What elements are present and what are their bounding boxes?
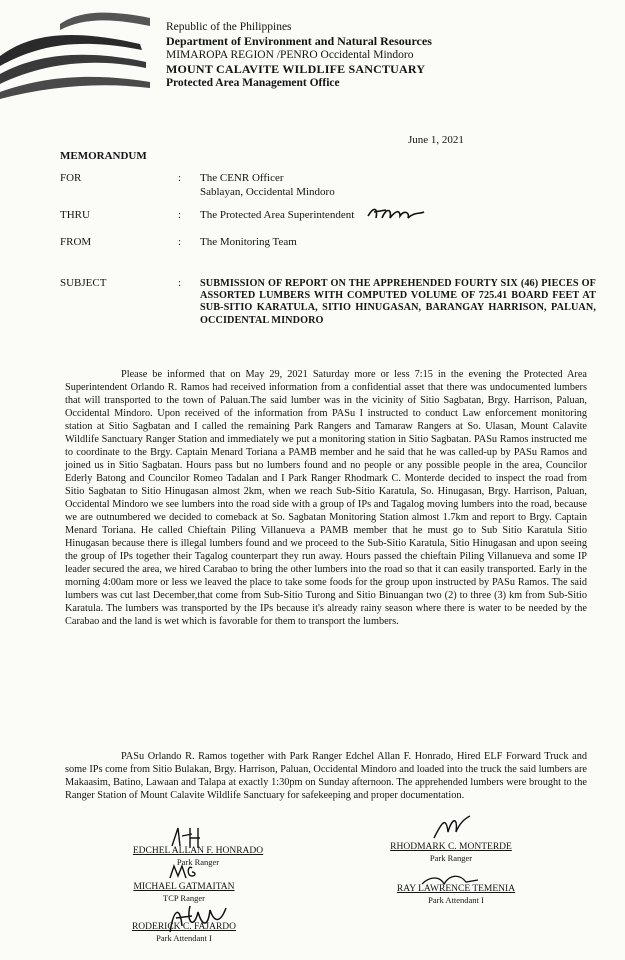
letterhead-republic: Republic of the Philippines: [166, 21, 292, 33]
from-colon: :: [178, 236, 182, 248]
body-paragraph-2: [65, 750, 587, 802]
for-colon: :: [178, 172, 182, 184]
from-label: FROM: [60, 236, 92, 248]
thru-value: The Protected Area Superintendent: [200, 209, 355, 221]
body-paragraph-1: [65, 368, 587, 628]
signatory-fajardo: [104, 922, 264, 944]
subject-value: SUBMISSION OF REPORT ON THE APPREHENDED FOURTY SIX (46) PIECES OF ASSORTED LUMBERS WITH COMPUTED VOLUME OF 725.41 BOARD FEET AT SUB-SITIO KARATULA, SITIO HINUGASAN, BARANGAY HARRISON, PALUAN, OCCIDENTAL MINDORO: [200, 278, 596, 326]
denr-logo-graphic: [0, 4, 150, 99]
monterde-signature: [432, 812, 472, 842]
for-value-line1: The CENR Officer: [200, 172, 284, 184]
signatory-gatmaitan-title: TCP Ranger: [163, 893, 205, 903]
signatory-fajardo-title: Park Attendant I: [156, 933, 212, 943]
letterhead: [166, 20, 432, 90]
signatory-fajardo-name: RODERICK C. FAJARDO: [131, 922, 237, 932]
letterhead-office: Protected Area Management Office: [166, 77, 340, 89]
subject-label: SUBJECT: [60, 277, 107, 289]
signatory-temenia: [376, 884, 536, 906]
letterhead-region: MIMAROPA REGION /PENRO Occidental Mindoro: [166, 49, 414, 61]
signatory-gatmaitan-name: MICHAEL GATMAITAN: [133, 882, 235, 892]
letterhead-department: Department of Environment and Natural Resources: [166, 34, 432, 48]
signatory-temenia-name: RAY LAWRENCE TEMENIA: [396, 884, 516, 894]
superintendent-initial-signature: [366, 204, 426, 224]
signatory-honrado: [118, 846, 278, 868]
letterhead-sanctuary: MOUNT CALAVITE WILDLIFE SANCTUARY: [166, 62, 426, 76]
signatory-gatmaitan: [104, 882, 264, 904]
for-value-line2: Sablayan, Occidental Mindoro: [200, 186, 335, 198]
signatory-temenia-title: Park Attendant I: [428, 895, 484, 905]
from-value: The Monitoring Team: [200, 236, 297, 248]
thru-label: THRU: [60, 209, 90, 221]
memo-date: June 1, 2021: [408, 134, 464, 146]
body-paragraph-1-text: Please be informed that on May 29, 2021 Saturday more or less 7:15 in the evening the Protected Area Superintendent Orlando R. Ramos had received information from a confidential asset that there was undocumented lumbers that will transported to the town of Paluan.The said lumber was in the vicinity of Sitio Sagbatan, Brgy. Harrison, Paluan, Occidental Mindoro. Upon received of the information from PASu I instructed to conduct Law enforcement monitoring station at Sitio Sagbatan and I called the remaining Park Rangers and Tamaraw Rangers at So. Ulasan, Mount Calavite Wildlife Sanctuary Ranger Station and immediately we put a monitoring station in Sitio Sagbatan. PASu Ramos instructed me to coordinate to the Brgy. Captain Menard Toriana a PAMB member and he said that he was called-up by PASu Ramos and joined us in Sitio Sagbatan. Hours pass but no lumbers found and no people or any possible people in the area, Councilor Ederly Batong and Councilor Romeo Tadalan and I Park Ranger Rhodmark C. Monterde decided to inspect the road from Sitio Sagbatan to Sitio Hinugasan almost 2km, when we reach Sub-Sitio Karatula, So. Hinugasan, Brgy. Harrison, Paluan, Occidental Mindoro we see lumbers into the road side with a group of IPs and Tagalog moving lumbers into the road, because we are outnumbered we decided to comeback at So. Sagbatan Monitoring Station almost 1.7km and report to Brgy. Captain Menard Toriana. He called Chieftain Piling Villanueva a PAMB member that he must go to Sub Sitio Karatula Sitio Hinugasan because there is illegal lumbers found and we proceed to the Sub-Sitio Karatula, Sitio Hinugasan and upon seeing the group of IPs together their Tagalog counterpart they run away. Hours passed the chieftain Piling Villanueva and some IP leader secured the area, we hired Carabao to bring the other lumbers into the road so that it can easily transported. Early in the morning 4:00am more or less we leaved the place to take some foods for the group upon instructed by PASu Ramos. The said lumbers was cut last December,that come from Sub-Sitio Turong and Sitio Binuangan two (2) to three (3) km from Sub-Sitio Karatula. The lumbers was transported by the IPs because it's already rainy season where there is water to be needed by the Carabao and the land is wet which is favorable for them to transport the lumbers.: [65, 369, 587, 627]
signatory-monterde-name: RHODMARK C. MONTERDE: [390, 842, 512, 852]
body-paragraph-2-text: PASu Orlando R. Ramos together with Park Ranger Edchel Allan F. Honrado, Hired ELF Forward Truck and some IPs come from Sitio Bulakan, Brgy. Harrison, Paluan, Occidental Mindoro and loaded into the truck the said lumbers are Makaasim, Batino, Lawaan and Talapa at exactly 1:30pm on Sunday afternoon. The apprehended lumbers were brought to the Ranger Station of Mount Calavite Wildlife Sanctuary for safekeeping and proper documentation.: [65, 751, 587, 801]
thru-colon: :: [178, 209, 182, 221]
memo-heading: MEMORANDUM: [60, 150, 147, 162]
subject-colon: :: [178, 277, 182, 289]
signatory-honrado-name: EDCHEL ALLAN F. HONRADO: [132, 846, 264, 856]
signatory-honrado-title: Park Ranger: [176, 857, 220, 867]
signatory-monterde: [376, 842, 526, 864]
signatory-monterde-title: Park Ranger: [429, 853, 473, 863]
for-label: FOR: [60, 172, 82, 184]
